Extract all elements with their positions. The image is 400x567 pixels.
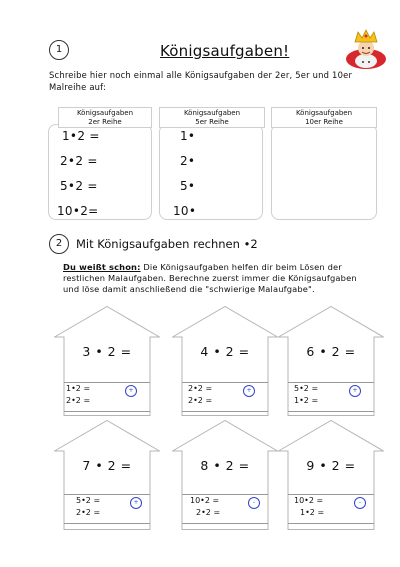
hint-line-2[interactable]: 2•2 = (66, 396, 91, 405)
task-2er-3[interactable]: 5•2 = (60, 179, 98, 193)
operation-circle: + (130, 497, 142, 509)
column-header-5er (159, 107, 265, 128)
hint-line-1[interactable]: 10•2 = (294, 496, 324, 505)
main-equation: 8 • 2 = (200, 458, 250, 473)
section-number-2: 2 (49, 234, 69, 254)
house-task-2 (172, 306, 278, 416)
house-task-1 (54, 306, 160, 416)
hint-line-1[interactable]: 2•2 = (188, 384, 213, 393)
hint-line-1[interactable]: 5•2 = (294, 384, 319, 393)
column-header-line2: 5er Reihe (195, 117, 229, 126)
instruction-lead: Du weißt schon: (63, 262, 141, 272)
column-header-line1: Königsaufgaben (183, 109, 241, 117)
task-2er-1[interactable]: 1•2 = (62, 129, 100, 143)
hint-line-2[interactable]: 2•2 = (196, 508, 221, 517)
main-equation: 7 • 2 = (82, 458, 132, 473)
hint-line-2[interactable]: 1•2 = (294, 396, 319, 405)
column-header-10er (271, 107, 377, 128)
section-number-1: 1 (49, 40, 69, 60)
operation-circle: + (125, 385, 137, 397)
section-title-2: Mit Königsaufgaben rechnen •2 (76, 237, 258, 251)
column-header-line1: Königsaufgaben (76, 109, 134, 117)
hint-line-1[interactable]: 10•2 = (190, 496, 220, 505)
hint-line-2[interactable]: 1•2 = (300, 508, 325, 517)
section-title-1: Königsaufgaben! (160, 42, 290, 60)
column-header-line1: Königsaufgaben (295, 109, 353, 117)
operation-circle: - (354, 497, 366, 509)
column-header-line2: 2er Reihe (88, 117, 122, 126)
house-task-5 (172, 420, 278, 530)
instruction-text: Die Königsaufgaben helfen dir beim Lösen der restlichen Malaufgaben. Berechne zuerst immer die Königsaufgaben und löse damit anschließend die "schwierige Malaufgabe". (63, 262, 357, 294)
answer-column-10er (271, 124, 377, 220)
house-task-3 (278, 306, 384, 416)
house-task-6 (278, 420, 384, 530)
operation-circle: + (243, 385, 255, 397)
hint-line-1[interactable]: 5•2 = (76, 496, 101, 505)
task-2er-4[interactable]: 10•2= (57, 204, 99, 218)
task-5er-4[interactable]: 10• (173, 204, 197, 218)
task-5er-2[interactable]: 2• (180, 154, 196, 168)
task-5er-1[interactable]: 1• (180, 129, 196, 143)
column-header-line2: 10er Reihe (305, 117, 343, 126)
section-intro-1: Schreibe hier noch einmal alle Königsaufgaben der 2er, 5er und 10er Malreihe auf: (49, 70, 353, 92)
house-task-4 (54, 420, 160, 530)
task-5er-3[interactable]: 5• (180, 179, 196, 193)
instruction-paragraph (63, 262, 375, 295)
operation-circle: - (248, 497, 260, 509)
hint-line-2[interactable]: 2•2 = (76, 508, 101, 517)
main-equation: 9 • 2 = (306, 458, 356, 473)
king-illustration (342, 28, 390, 70)
main-equation: 3 • 2 = (82, 344, 132, 359)
hint-line-2[interactable]: 2•2 = (188, 396, 213, 405)
hint-line-1[interactable]: 1•2 = (66, 384, 91, 393)
column-header-2er (58, 107, 152, 128)
main-equation: 6 • 2 = (306, 344, 356, 359)
main-equation: 4 • 2 = (200, 344, 250, 359)
task-2er-2[interactable]: 2•2 = (60, 154, 98, 168)
operation-circle: + (349, 385, 361, 397)
